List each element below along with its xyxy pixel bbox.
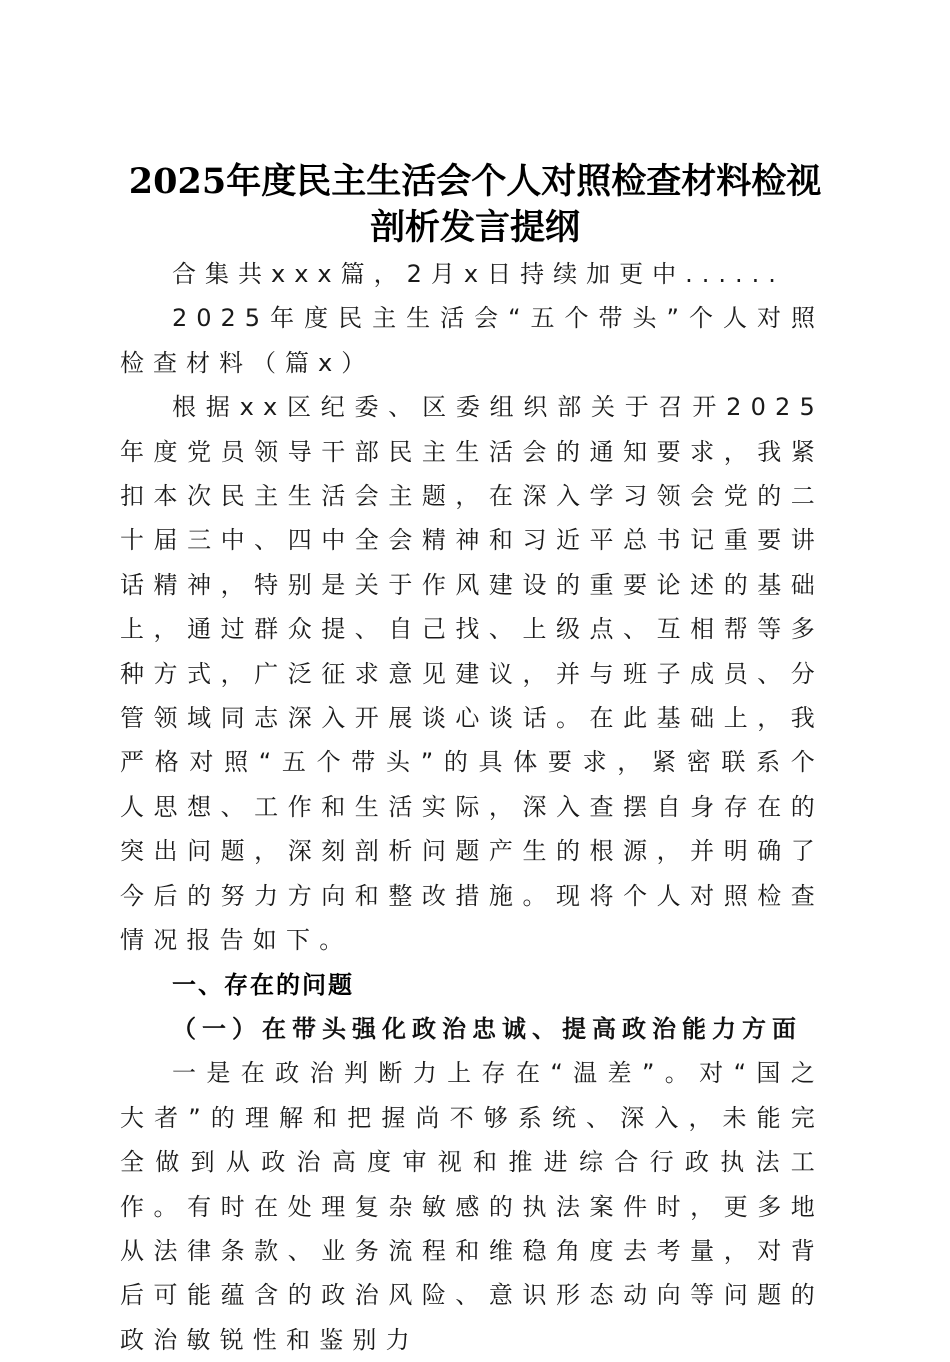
document-body (120, 252, 824, 1362)
subsection-heading-political-loyalty (120, 1007, 824, 1051)
intro-paragraph: 根据xx区纪委、区委组织部关于召开2025年度党员领导干部民主生活会的通知要求，我紧扣本次民主生活会主题，在深入学习领会党的二十届三中、四中全会精神和习近平总书记重要讲话精神，特别是关于作风建设的重要论述的基础上，通过群众提、自己找、上级点、互相帮等多种方式，广泛征求意见建议，并与班子成员、分管领域同志深入开展谈心谈话。在此基础上，我严格对照“五个带头”的具体要求，紧密联系个人思想、工作和生活实际，深入查摆自身存在的突出问题，深刻剖析问题产生的根源，并明确了今后的努力方向和整改措施。现将个人对照检查情况报告如下。 (120, 393, 824, 955)
document-title (100, 159, 850, 251)
document-title-line-1: 2025年度民主生活会个人对照检查材料检视 (128, 161, 822, 203)
document-title-line-2: 剖析发言提纲 (369, 207, 580, 249)
section-heading-problems: 一、存在的问题 (172, 970, 354, 999)
collection-note: 合集共xxx篇，2月x日持续加更中...... (172, 260, 785, 288)
subsection-heading-text: （一）在带头强化政治忠诚、提高政治能力方面 (172, 1014, 802, 1043)
sub-title-paragraph: 2025年度民主生活会“五个带头”个人对照检查材料（篇x） (120, 304, 824, 377)
point-one-paragraph: 一是在政治判断力上存在“温差”。对“国之大者”的理解和把握尚不够系统、深入，未能完全做到从政治高度审视和推进综合行政执法工作。有时在处理复杂敏感的执法案件时，更多地从法律条款、业务流程和维稳角度去考量，对背后可能蕴含的政治风险、意识形态动向等问题的政治敏锐性和鉴别力 (120, 1059, 824, 1354)
